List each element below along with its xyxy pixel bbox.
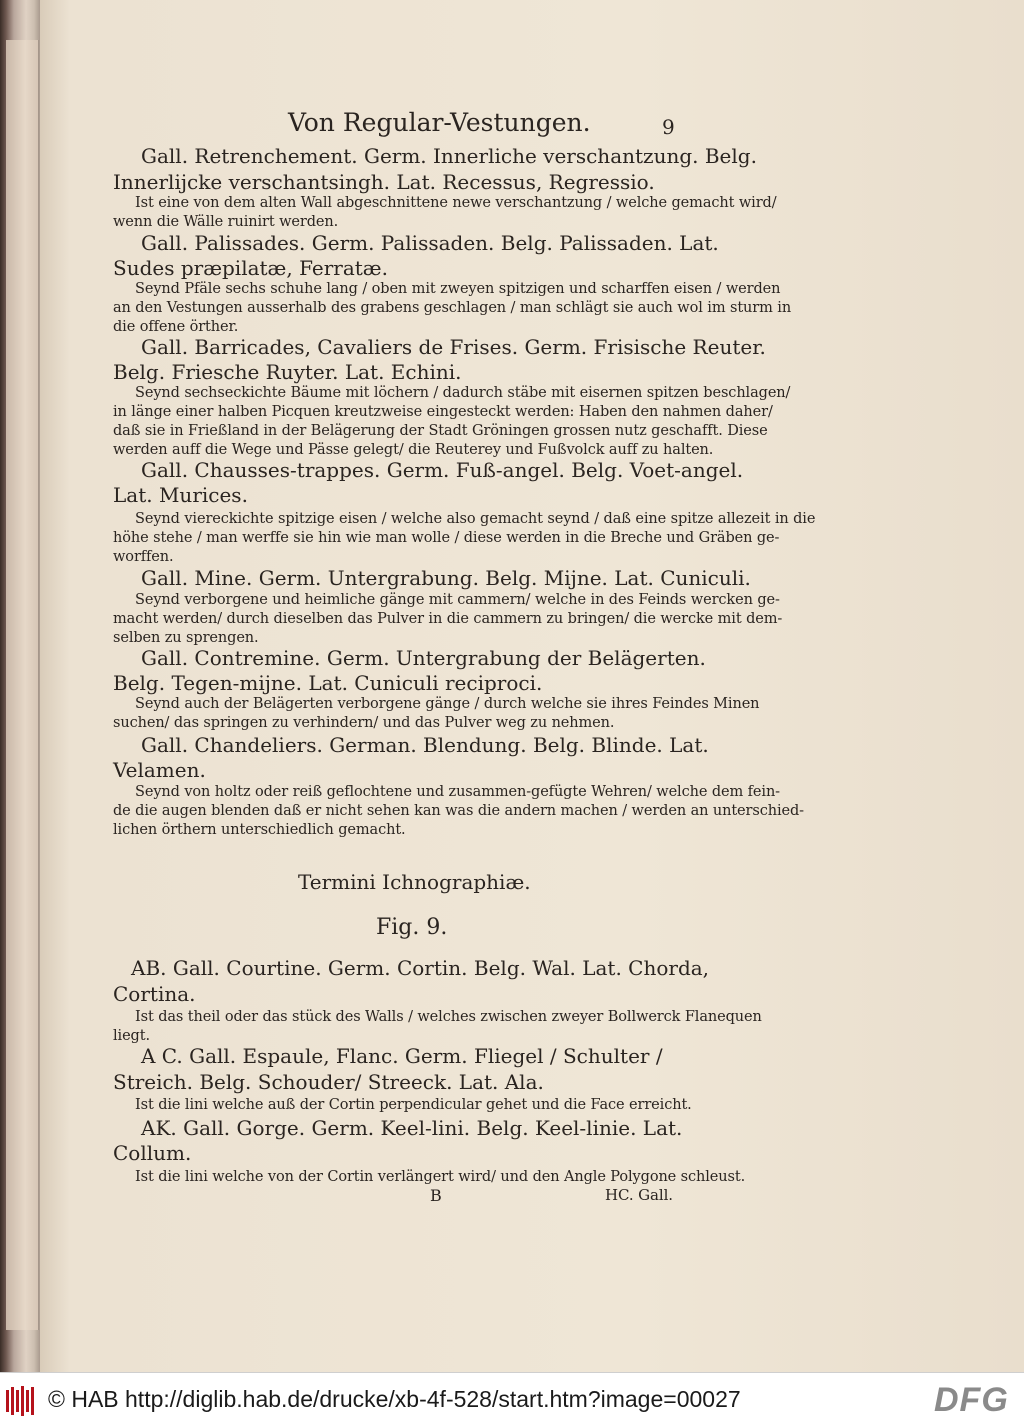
running-head: Von Regular-Vestungen.	[288, 108, 591, 137]
description-line: Seynd sechseckichte Bäume mit löchern / dadurch stäbe mit eisernen spitzen beschlagen/	[135, 385, 791, 401]
description-line: die offene örther.	[113, 319, 239, 335]
entry-line: Velamen.	[113, 758, 206, 782]
footer-credit: © HAB http://diglib.hab.de/drucke/xb-4f-528/start.htm?image=00027	[48, 1386, 741, 1412]
description-line: Ist die lini welche auß der Cortin perpendicular gehet und die Face erreicht.	[135, 1097, 692, 1113]
description-line: in länge einer halben Picquen kreutzweise eingesteckt werden: Haben den nahmen daher/	[113, 404, 773, 420]
description-line: daß sie in Frießland in der Belägerung der Stadt Gröningen grossen nutz geschafft. Diese	[113, 423, 768, 439]
entry-line: Sudes præpilatæ, Ferratæ.	[113, 256, 388, 280]
description-line: Seynd auch der Belägerten verborgene gänge / durch welche sie ihres Feindes Minen	[135, 696, 760, 712]
entry-line: Cortina.	[113, 982, 196, 1006]
entry-line: Collum.	[113, 1141, 192, 1165]
entry-mine: Gall. Mine. Germ. Untergrabung. Belg. Mijne. Lat. Cuniculi.	[141, 566, 751, 590]
entry-palissades: Gall. Palissades. Germ. Palissaden. Belg. Palissaden. Lat.	[141, 231, 719, 255]
catchword: HC. Gall.	[605, 1186, 673, 1204]
description-line: lichen örthern unterschiedlich gemacht.	[113, 822, 406, 838]
description-line: worffen.	[113, 549, 174, 565]
description-line: Seynd von holtz oder reiß geflochtene und zusammen-gefügte Wehren/ welche dem fein-	[135, 784, 780, 800]
description-line: an den Vestungen ausserhalb des grabens geschlagen / man schlägt sie auch wol im sturm in	[113, 300, 792, 316]
description-line: Ist das theil oder das stück des Walls / welches zwischen zweyer Bollwerck Flanequen	[135, 1009, 762, 1025]
description-line: selben zu sprengen.	[113, 630, 259, 646]
entry-retrenchement: Gall. Retrenchement. Germ. Innerliche verschantzung. Belg.	[141, 144, 757, 168]
previous-page-edge	[6, 40, 39, 1330]
section-title: Termini Ichnographiæ.	[298, 870, 531, 894]
description-line: werden auff die Wege und Pässe gelegt/ die Reuterey und Fußvolck auff zu halten.	[113, 442, 714, 458]
entry-contremine: Gall. Contremine. Germ. Untergrabung der Belägerten.	[141, 646, 706, 670]
book-page	[40, 0, 1024, 1372]
description-line: macht werden/ durch dieselben das Pulver in die cammern zu bringen/ die wercke mit dem-	[113, 611, 783, 627]
hab-logo-icon	[4, 1384, 38, 1418]
entry-courtine: AB. Gall. Courtine. Germ. Cortin. Belg. Wal. Lat. Chorda,	[131, 956, 710, 980]
entry-line: Streich. Belg. Schouder/ Streeck. Lat. Ala.	[113, 1070, 544, 1094]
description-line: Ist die lini welche von der Cortin verlängert wird/ und den Angle Polygone schleust.	[135, 1169, 746, 1185]
page-number: 9	[662, 115, 675, 139]
entry-espaule: A C. Gall. Espaule, Flanc. Germ. Fliegel / Schulter /	[141, 1044, 663, 1068]
entry-barricades: Gall. Barricades, Cavaliers de Frises. Germ. Frisische Reuter.	[141, 335, 766, 359]
footer-bar	[0, 1372, 1024, 1427]
signature-mark: B	[430, 1186, 442, 1205]
description-line: Ist eine von dem alten Wall abgeschnittene newe verschantzung / welche gemacht wird/	[135, 195, 777, 211]
entry-line: Belg. Friesche Ruyter. Lat. Echini.	[113, 360, 462, 384]
description-line: höhe stehe / man werffe sie hin wie man wolle / diese werden in die Breche und Gräben ge-	[113, 530, 780, 546]
description-line: Seynd viereckichte spitzige eisen / welche also gemacht seynd / daß eine spitze allezeit in die	[135, 511, 816, 527]
entry-gorge: AK. Gall. Gorge. Germ. Keel-lini. Belg. Keel-linie. Lat.	[141, 1116, 683, 1140]
entry-chandeliers: Gall. Chandeliers. German. Blendung. Belg. Blinde. Lat.	[141, 733, 709, 757]
figure-label: Fig. 9.	[376, 915, 448, 940]
entry-line: Lat. Murices.	[113, 483, 248, 507]
description-line: suchen/ das springen zu verhindern/ und das Pulver weg zu nehmen.	[113, 715, 615, 731]
entry-line: Belg. Tegen-mijne. Lat. Cuniculi reciproci.	[113, 671, 543, 695]
dfg-logo: DFG	[934, 1381, 1009, 1419]
description-line: de die augen blenden daß er nicht sehen kan was die andern machen / werden an unterschied-	[113, 803, 804, 819]
entry-line: Innerlijcke verschantsingh. Lat. Recessus, Regressio.	[113, 170, 655, 194]
description-line: liegt.	[113, 1028, 150, 1044]
description-line: Seynd Pfäle sechs schuhe lang / oben mit zweyen spitzigen und scharffen eisen / werden	[135, 281, 781, 297]
description-line: wenn die Wälle ruinirt werden.	[113, 214, 339, 230]
entry-chausses-trappes: Gall. Chausses-trappes. Germ. Fuß-angel. Belg. Voet-angel.	[141, 458, 744, 482]
description-line: Seynd verborgene und heimliche gänge mit cammern/ welche in des Feinds wercken ge-	[135, 592, 780, 608]
